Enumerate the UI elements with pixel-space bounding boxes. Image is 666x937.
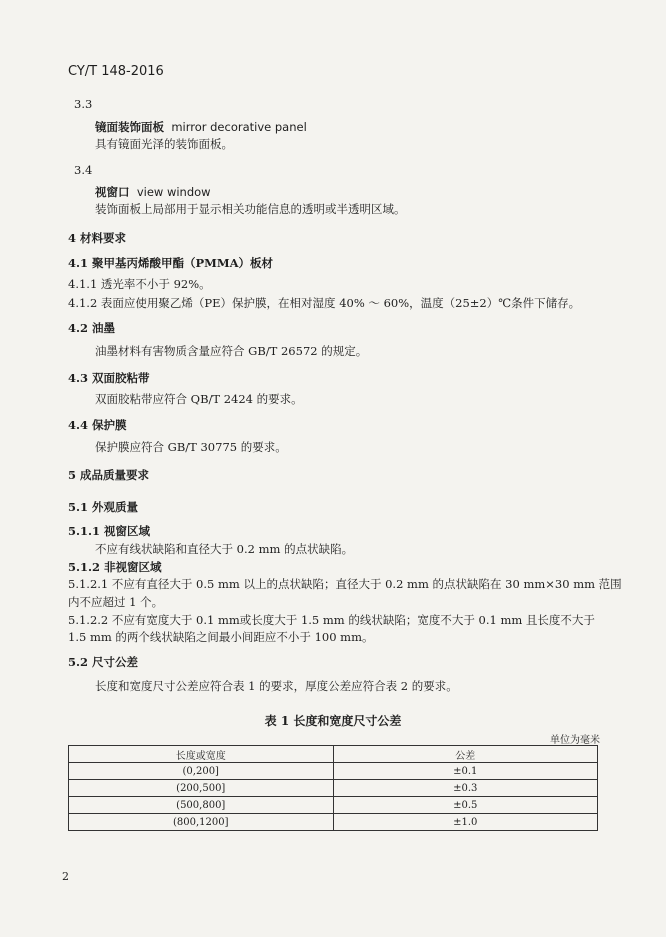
section-4-4-text: 保护膜应符合 GB/T 30775 的要求。 [95,440,287,454]
page-number: 2 [62,870,69,883]
table-header-tolerance: 公差 [333,746,598,763]
table-cell-tolerance: ±0.3 [333,780,598,797]
table-header-row [69,746,598,763]
section-5-2-text: 长度和宽度尺寸公差应符合表 1 的要求，厚度公差应符合表 2 的要求。 [95,679,458,693]
table-header-length-width: 长度或宽度 [69,746,334,763]
table-cell-range: (200,500] [69,780,334,797]
table-cell-tolerance: ±0.5 [333,797,598,814]
clause-5-1-2-2-line2: 1.5 mm 的两个线状缺陷之间最小间距应不小于 100 mm。 [68,630,374,644]
section-5-1-2-title: 5.1.2 非视窗区域 [68,560,162,574]
term-en-3-3: mirror decorative panel [171,120,307,134]
term-number-3-4: 3.4 [74,163,93,177]
standard-header: CY/T 148-2016 [68,64,164,79]
section-4-1-title: 4.1 聚甲基丙烯酸甲酯（PMMA）板材 [68,256,274,270]
section-5-1-title: 5.1 外观质量 [68,500,139,514]
term-title-3-3 [95,119,307,135]
section-5-2-title: 5.2 尺寸公差 [68,655,139,669]
term-title-3-4 [95,184,211,200]
clause-5-1-2-1-line1: 5.1.2.1 不应有直径大于 0.5 mm 以上的点状缺陷；直径大于 0.2 mm 的点状缺陷在 30 mm×30 mm 范围 [68,577,622,591]
clause-5-1-2-2-line1: 5.1.2.2 不应有宽度大于 0.1 mm或长度大于 1.5 mm 的线状缺陷；宽度不大于 0.1 mm 且长度不大于 [68,613,595,627]
section-4-4-title: 4.4 保护膜 [68,418,127,432]
section-5-1-1-text: 不应有线状缺陷和直径大于 0.2 mm 的点状缺陷。 [95,542,354,556]
table-1-title: 表 1 长度和宽度尺寸公差 [264,714,402,728]
table-cell-tolerance: ±0.1 [333,763,598,780]
table-1 [68,745,598,831]
section-4-3-text: 双面胶粘带应符合 QB/T 2424 的要求。 [95,392,303,406]
table-cell-range: (800,1200] [69,814,334,831]
clause-5-1-2-1-line2: 内不应超过 1 个。 [68,595,164,609]
term-number-3-3: 3.3 [74,97,93,111]
term-zh-3-3: 镜面装饰面板 [95,120,164,134]
table-row [69,814,598,831]
table-cell-range: (0,200] [69,763,334,780]
table-cell-range: (500,800] [69,797,334,814]
section-4-title: 4 材料要求 [68,231,127,245]
section-5-title: 5 成品质量要求 [68,468,150,482]
clause-4-1-2: 4.1.2 表面应使用聚乙烯（PE）保护膜，在相对湿度 40% ～ 60%，温度（25±2）℃条件下储存。 [68,296,581,310]
table-cell-tolerance: ±1.0 [333,814,598,831]
table-row [69,763,598,780]
table-row [69,797,598,814]
section-4-2-title: 4.2 油墨 [68,321,116,335]
clause-4-1-1: 4.1.1 透光率不小于 92%。 [68,277,211,291]
section-4-2-text: 油墨材料有害物质含量应符合 GB/T 26572 的规定。 [95,344,368,358]
term-definition-3-4: 装饰面板上局部用于显示相关功能信息的透明或半透明区域。 [95,202,406,216]
term-zh-3-4: 视窗口 [95,185,130,199]
term-definition-3-3: 具有镜面光泽的装饰面板。 [95,137,233,151]
term-en-3-4: view window [136,185,211,199]
table-row [69,780,598,797]
section-4-3-title: 4.3 双面胶粘带 [68,371,150,385]
section-5-1-1-title: 5.1.1 视窗区域 [68,524,151,538]
table-1-unit: 单位为毫米 [550,735,600,746]
